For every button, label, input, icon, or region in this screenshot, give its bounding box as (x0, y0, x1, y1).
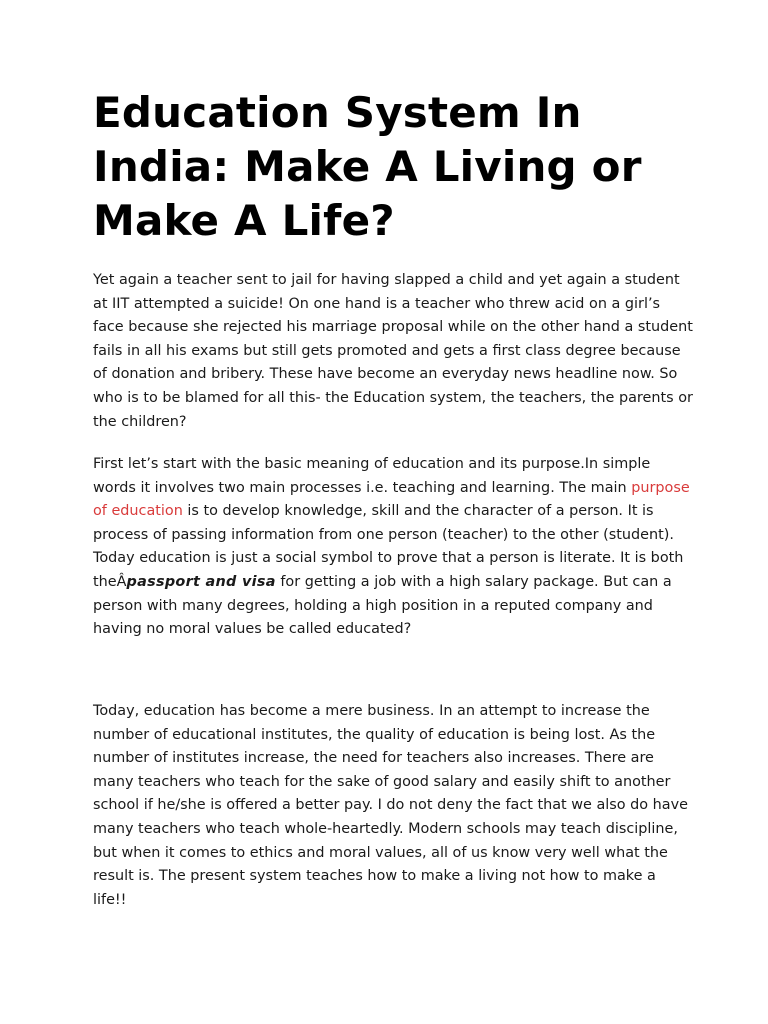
paragraph-purpose-text-1: First let’s start with the basic meaning of education and its purpose.In simple words it involves two main processes i.e. teaching and learning. The main (93, 456, 651, 496)
purpose-of-education-link[interactable]: purpose of education (93, 479, 690, 520)
article-title: Education System In India: Make A Living or Make A Life? (93, 88, 642, 245)
paragraph-purpose-text-2: is to develop knowledge, skill and the character of a person. It is process of passing information from one person (teacher) to the other (student). Today education is just a social symbol to prove that a person is literate. It is both the (93, 503, 684, 590)
paragraph-purpose (93, 453, 693, 642)
paragraph-purpose-text-3: for getting a job with a high salary package. But can a person with many degrees, holding a high position in a reputed company and having no moral values be called educated? (93, 573, 672, 638)
paragraph-intro: Yet again a teacher sent to jail for having slapped a child and yet again a student at IIT attempted a suicide! On one hand is a teacher who threw acid on a girl’s face because she rejected his marriage proposal while on the other hand a student fails in all his exams but still gets promoted and gets a first class degree because of donation and bribery. These have become an everyday news headline now. So who is to be blamed for all this- the Education system, the teachers, the parents or the children? (93, 272, 693, 430)
paragraph-business: Today, education has become a mere business. In an attempt to increase the number of educational institutes, the quality of education is being lost. As the number of institutes increase, the need for teachers also increases. There are many teachers who teach for the sake of good salary and easily shift to another school if he/she is offered a better pay. I do not deny the fact that we also do have many teachers who teach whole-heartedly. Modern schools may teach discipline, but when it comes to ethics and moral values, all of us know very well what the result is. The present system teaches how to make a living not how to make a life!! (93, 703, 688, 908)
encoding-artifact-char: Â (116, 573, 127, 590)
passport-and-visa-emphasis: passport and visa (126, 573, 276, 590)
